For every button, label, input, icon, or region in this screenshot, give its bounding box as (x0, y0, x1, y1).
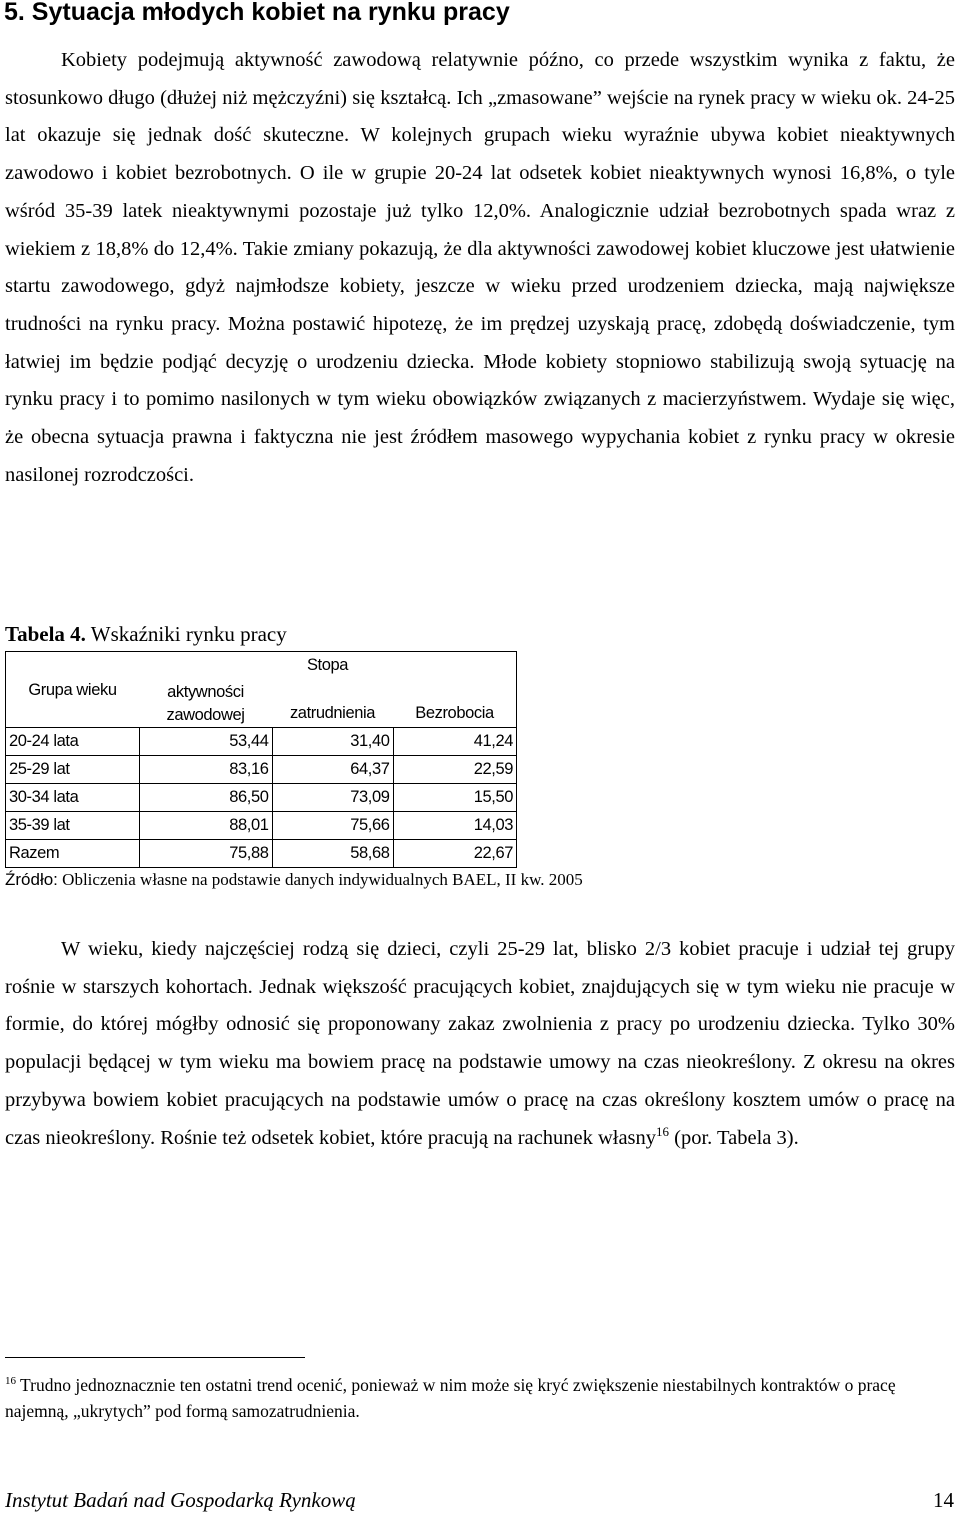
table-row (6, 812, 517, 840)
header-activity: aktywności zawodowej (166, 683, 245, 724)
paragraph-employment (5, 931, 955, 1157)
cell-activity: 83,16 (139, 756, 272, 784)
table-row (6, 756, 517, 784)
cell-activity: 75,88 (139, 840, 272, 868)
footnote (5, 1368, 955, 1424)
cell-activity: 53,44 (139, 728, 272, 756)
table-row (6, 784, 517, 812)
table-row (6, 728, 517, 756)
table-source (5, 868, 583, 892)
row-label: 20-24 lata (6, 728, 140, 756)
row-label: 25-29 lat (6, 756, 140, 784)
section-heading: 5. Sytuacja młodych kobiet na rynku pracy (4, 0, 510, 26)
cell-employment: 58,68 (272, 840, 393, 868)
row-label: Razem (6, 840, 140, 868)
cell-unemployment: 22,59 (393, 756, 517, 784)
footnote-number: 16 (5, 1375, 16, 1387)
footnote-reference[interactable]: 16 (656, 1123, 670, 1139)
header-age-group: Grupa wieku (6, 652, 140, 728)
table-caption (5, 618, 287, 650)
cell-activity: 86,50 (139, 784, 272, 812)
footnote-text: Trudno jednoznacznie ten ostatni trend ocenić, ponieważ w nim może się kryć zwiększenie niestabilnych kontraktów o pracę najemną, „ukrytych” pod formą samozatrudnienia. (5, 1374, 896, 1421)
header-unemployment: Bezrobocia (393, 679, 517, 728)
paragraph-employment-text: W wieku, kiedy najczęściej rodzą się dzieci, czyli 25-29 lat, blisko 2/3 kobiet pracuje i udział tej grupy rośnie w starszych kohortach. Jednak większość pracujących kobiet, znajdujących się w tym wieku nie pracuje w formie, do której mógłby odnosić się proponowany zakaz zwolnienia z pracy po urodzeniu dziecka. Tylko 30% populacji będącej w tym wieku ma bowiem pracę na podstawie umowy na czas nieokreślony. Z okresu na okres przybywa bowiem kobiet pracujących na podstawie umów o pracę na czas określony kosztem umów o pracę na czas nieokreślony. Rośnie też odsetek kobiet, które pracują na rachunek własny (5, 938, 955, 1149)
cell-unemployment: 22,67 (393, 840, 517, 868)
table-caption-title: Wskaźniki rynku pracy (90, 622, 287, 646)
cell-employment: 64,37 (272, 756, 393, 784)
footer-publisher: Instytut Badań nad Gospodarką Rynkową (5, 1488, 356, 1512)
source-text: Obliczenia własne na podstawie danych indywidualnych BAEL, II kw. 2005 (62, 870, 583, 889)
table-row-total (6, 840, 517, 868)
paragraph-employment-tail: (por. Tabela 3). (669, 1126, 799, 1149)
source-label: Źródło: (5, 870, 58, 889)
header-employment: zatrudnienia (289, 704, 376, 722)
page-number: 14 (933, 1488, 954, 1512)
header-rate-group: Stopa (139, 652, 517, 680)
cell-unemployment: 41,24 (393, 728, 517, 756)
row-label: 30-34 lata (6, 784, 140, 812)
cell-employment: 73,09 (272, 784, 393, 812)
footnote-divider (5, 1357, 305, 1358)
cell-employment: 75,66 (272, 812, 393, 840)
cell-employment: 31,40 (272, 728, 393, 756)
cell-unemployment: 14,03 (393, 812, 517, 840)
cell-activity: 88,01 (139, 812, 272, 840)
table-caption-label: Tabela 4. (5, 622, 86, 646)
paragraph-intro: Kobiety podejmują aktywność zawodową relatywnie późno, co przede wszystkim wynika z faktu, że stosunkowo długo (dłużej niż mężczyźni) się kształcą. Ich „zmasowane” wejście na rynek pracy w wieku ok. 24-25 lat okazuje się jednak dość skuteczne. W kolejnych grupach wieku wyraźnie ubywa kobiet nieaktywnych zawodowo i kobiet bezrobotnych. O ile w grupie 20-24 lat odsetek kobiet nieaktywnych wynosi 16,8%, o tyle wśród 35-39 latek nieaktywnymi pozostaje już tylko 12,0%. Analogicznie udział bezrobotnych spada wraz z wiekiem z 18,8% do 12,4%. Takie zmiany pokazują, że dla aktywności zawodowej kobiet kluczowe jest ułatwienie startu zawodowego, gdyż najmłodsze kobiety, jeszcze w wieku przed urodzeniem dziecka, mają największe trudności na rynku pracy. Można postawić hipotezę, że im prędzej uzyskają pracę, zdobędą doświadczenie, tym łatwiej im będzie podjąć decyzję o urodzeniu dziecka. Młode kobiety stopniowo stabilizują swoją sytuację na rynku pracy i to pomimo nasilonych w tym wieku obowiązków związanych z macierzyństwem. Wydaje się więc, że obecna sytuacja prawna i faktyczna nie jest źródłem masowego wypychania kobiet z rynku pracy w okresie nasilonej rozrodczości. (5, 49, 955, 486)
labor-market-table (5, 651, 517, 868)
row-label: 35-39 lat (6, 812, 140, 840)
cell-unemployment: 15,50 (393, 784, 517, 812)
